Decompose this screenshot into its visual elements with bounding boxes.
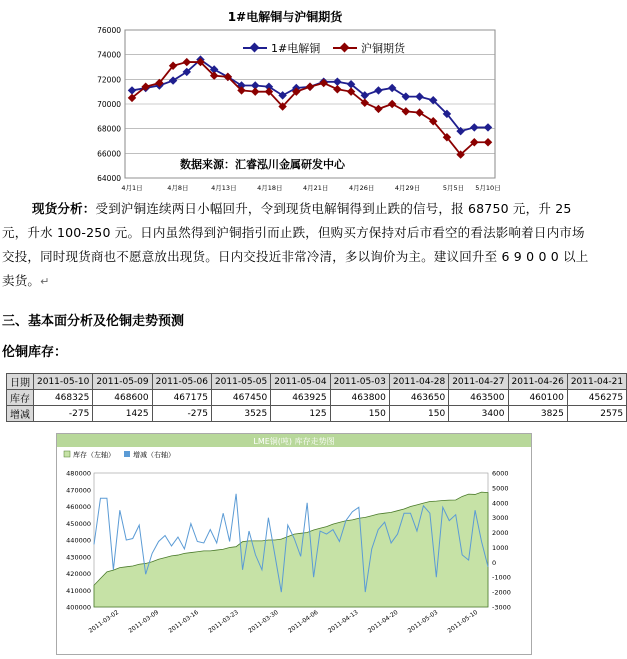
chart1-y-tick: 74000: [97, 50, 121, 60]
section-heading-fundamentals: 三、基本面分析及伦铜走势预测: [2, 314, 185, 329]
chart1-x-tick: 4月29日: [394, 184, 421, 192]
legend-change: 增减（右轴）: [133, 451, 175, 459]
table-cell: 456275: [567, 390, 626, 406]
chart2-right-tick: 2000: [492, 529, 509, 538]
chart2-x-tick: 2011-03-09: [127, 608, 161, 635]
chart2-x-tick: 2011-04-13: [326, 608, 360, 635]
chart1-x-tick: 4月13日: [211, 184, 237, 192]
chart2-right-tick: -2000: [492, 588, 511, 597]
chart2-right-tick: 6000: [492, 469, 509, 478]
chart2-x-tick: 2011-05-10: [446, 608, 480, 635]
table-cell: 2011-05-09: [93, 374, 152, 390]
chart2-left-tick: 420000: [66, 570, 91, 578]
chart2-left-tick: 450000: [66, 519, 91, 528]
chart1-x-tick: 5月10日: [475, 184, 501, 192]
table-cell: 150: [389, 406, 448, 422]
chart1-y-tick: 68000: [97, 124, 121, 134]
chart2-x-tick: 2011-03-30: [247, 608, 280, 635]
table-cell: 150: [330, 406, 389, 422]
chart2-right-tick: 5000: [492, 484, 509, 493]
table-cell: 2011-05-05: [211, 374, 270, 390]
table-cell: 2011-05-03: [330, 374, 389, 390]
table-cell: 468600: [93, 390, 152, 406]
chart1-x-tick: 4月26日: [348, 184, 375, 192]
chart1-source-note: 数据来源：汇睿泓川金属研发中心: [180, 158, 345, 171]
table-cell: 2575: [567, 406, 626, 422]
table-cell: -275: [152, 406, 211, 422]
table-cell: 467175: [152, 390, 211, 406]
chart1-y-tick: 70000: [97, 100, 121, 109]
chart2-left-tick: 480000: [66, 469, 91, 478]
chart2-right-tick: 1000: [492, 543, 509, 552]
chart1-x-tick: 5月5日: [442, 184, 465, 192]
copper-price-chart: [85, 5, 515, 195]
chart2-x-tick: 2011-04-20: [366, 608, 400, 635]
table-cell: 463800: [330, 390, 389, 406]
chart2-x-tick: 2011-03-23: [207, 608, 240, 635]
chart2-left-tick: 400000: [66, 603, 91, 612]
legend-shfe-futures: 沪铜期货: [361, 42, 405, 55]
table-cell: 2011-04-27: [449, 374, 508, 390]
spot-analysis-text: 受到沪铜连续两日小幅回升，令到现货电解铜得到止跌的信号，报 68750 元，升 25 元，升水 100-250 元。日内虽然得到沪铜指引而止跌，但购买方保持对后市看空的看法影响着日内市场交投，同时现货商也不愿意放出现货。日内交投近非常冷清，多以询价为主。建议回升至 6 9 0 0 0 以上卖货。: [2, 201, 589, 288]
row-label-stock: 库存: [7, 390, 34, 406]
table-row-stock: [7, 390, 627, 406]
table-cell: 1425: [93, 406, 152, 422]
chart2-title: LME铜(吨) 库存走势图: [253, 437, 335, 446]
spot-analysis-label: 现货分析：: [32, 201, 96, 216]
lme-stock-table: [6, 373, 627, 422]
table-cell: 463925: [271, 390, 330, 406]
chart1-x-tick: 4月18日: [257, 184, 283, 192]
table-cell: -275: [34, 406, 93, 422]
chart2-right-tick: 4000: [492, 499, 509, 508]
table-cell: 467450: [211, 390, 270, 406]
table-cell: 468325: [34, 390, 93, 406]
chart2-left-tick: 430000: [66, 553, 91, 562]
section-heading-lme-stock: 伦铜库存：: [2, 345, 68, 360]
chart2-x-tick: 2011-04-06: [287, 608, 320, 635]
chart2-right-tick: -1000: [492, 573, 511, 582]
chart2-right-tick: -3000: [492, 603, 511, 612]
legend-spot-copper: 1#电解铜: [271, 42, 321, 55]
chart1-y-tick: 76000: [97, 26, 121, 35]
table-row-change: [7, 406, 627, 422]
chart1-y-tick: 72000: [97, 75, 121, 85]
chart2-x-tick: 2011-03-02: [87, 608, 121, 635]
row-label-change: 增减: [7, 406, 34, 422]
table-cell: 460100: [508, 390, 567, 406]
table-cell: 463500: [449, 390, 508, 406]
table-cell: 2011-04-21: [567, 374, 626, 390]
table-cell: 3525: [211, 406, 270, 422]
spot-analysis-paragraph: 现货分析：受到沪铜连续两日小幅回升，令到现货电解铜得到止跌的信号，报 68750 元，升 25 元，升水 100-250 元。日内虽然得到沪铜指引而止跌，但购买方保持对后市看空的看法影响着日内市场交投，同时现货商也不愿意放出现货。日内交投近非常冷清，多以询价为主。建议回升至 6 9 0 0 0 以上卖货。↵: [2, 201, 589, 288]
table-cell: 2011-04-28: [389, 374, 448, 390]
row-label-date: 日期: [7, 374, 34, 390]
chart2-left-tick: 460000: [66, 503, 91, 511]
chart1-y-tick: 64000: [97, 174, 121, 183]
table-cell: 3400: [449, 406, 508, 422]
table-cell: 2011-05-10: [34, 374, 93, 390]
chart2-left-tick: 410000: [66, 586, 91, 595]
table-row-dates: [7, 374, 627, 390]
chart1-x-tick: 4月21日: [303, 184, 329, 192]
chart2-left-tick: 470000: [66, 486, 91, 495]
table-cell: 125: [271, 406, 330, 422]
table-cell: 463650: [389, 390, 448, 406]
chart2-x-tick: 2011-03-16: [167, 608, 200, 635]
chart2-x-tick: 2011-05-03: [406, 608, 440, 635]
table-cell: 2011-04-26: [508, 374, 567, 390]
table-cell: 3825: [508, 406, 567, 422]
chart2-right-tick: 3000: [492, 514, 509, 523]
chart1-title: 1#电解铜与沪铜期货: [227, 10, 343, 24]
chart1-x-tick: 4月1日: [121, 184, 143, 192]
chart2-right-tick: 0: [492, 558, 497, 567]
chart1-x-tick: 4月8日: [167, 184, 189, 192]
lme-stock-trend-chart: [56, 433, 532, 655]
legend-stock: 库存（左轴）: [73, 451, 115, 459]
table-cell: 2011-05-04: [271, 374, 330, 390]
table-cell: 2011-05-06: [152, 374, 211, 390]
chart1-y-tick: 66000: [97, 149, 121, 159]
chart2-left-tick: 440000: [66, 536, 91, 545]
